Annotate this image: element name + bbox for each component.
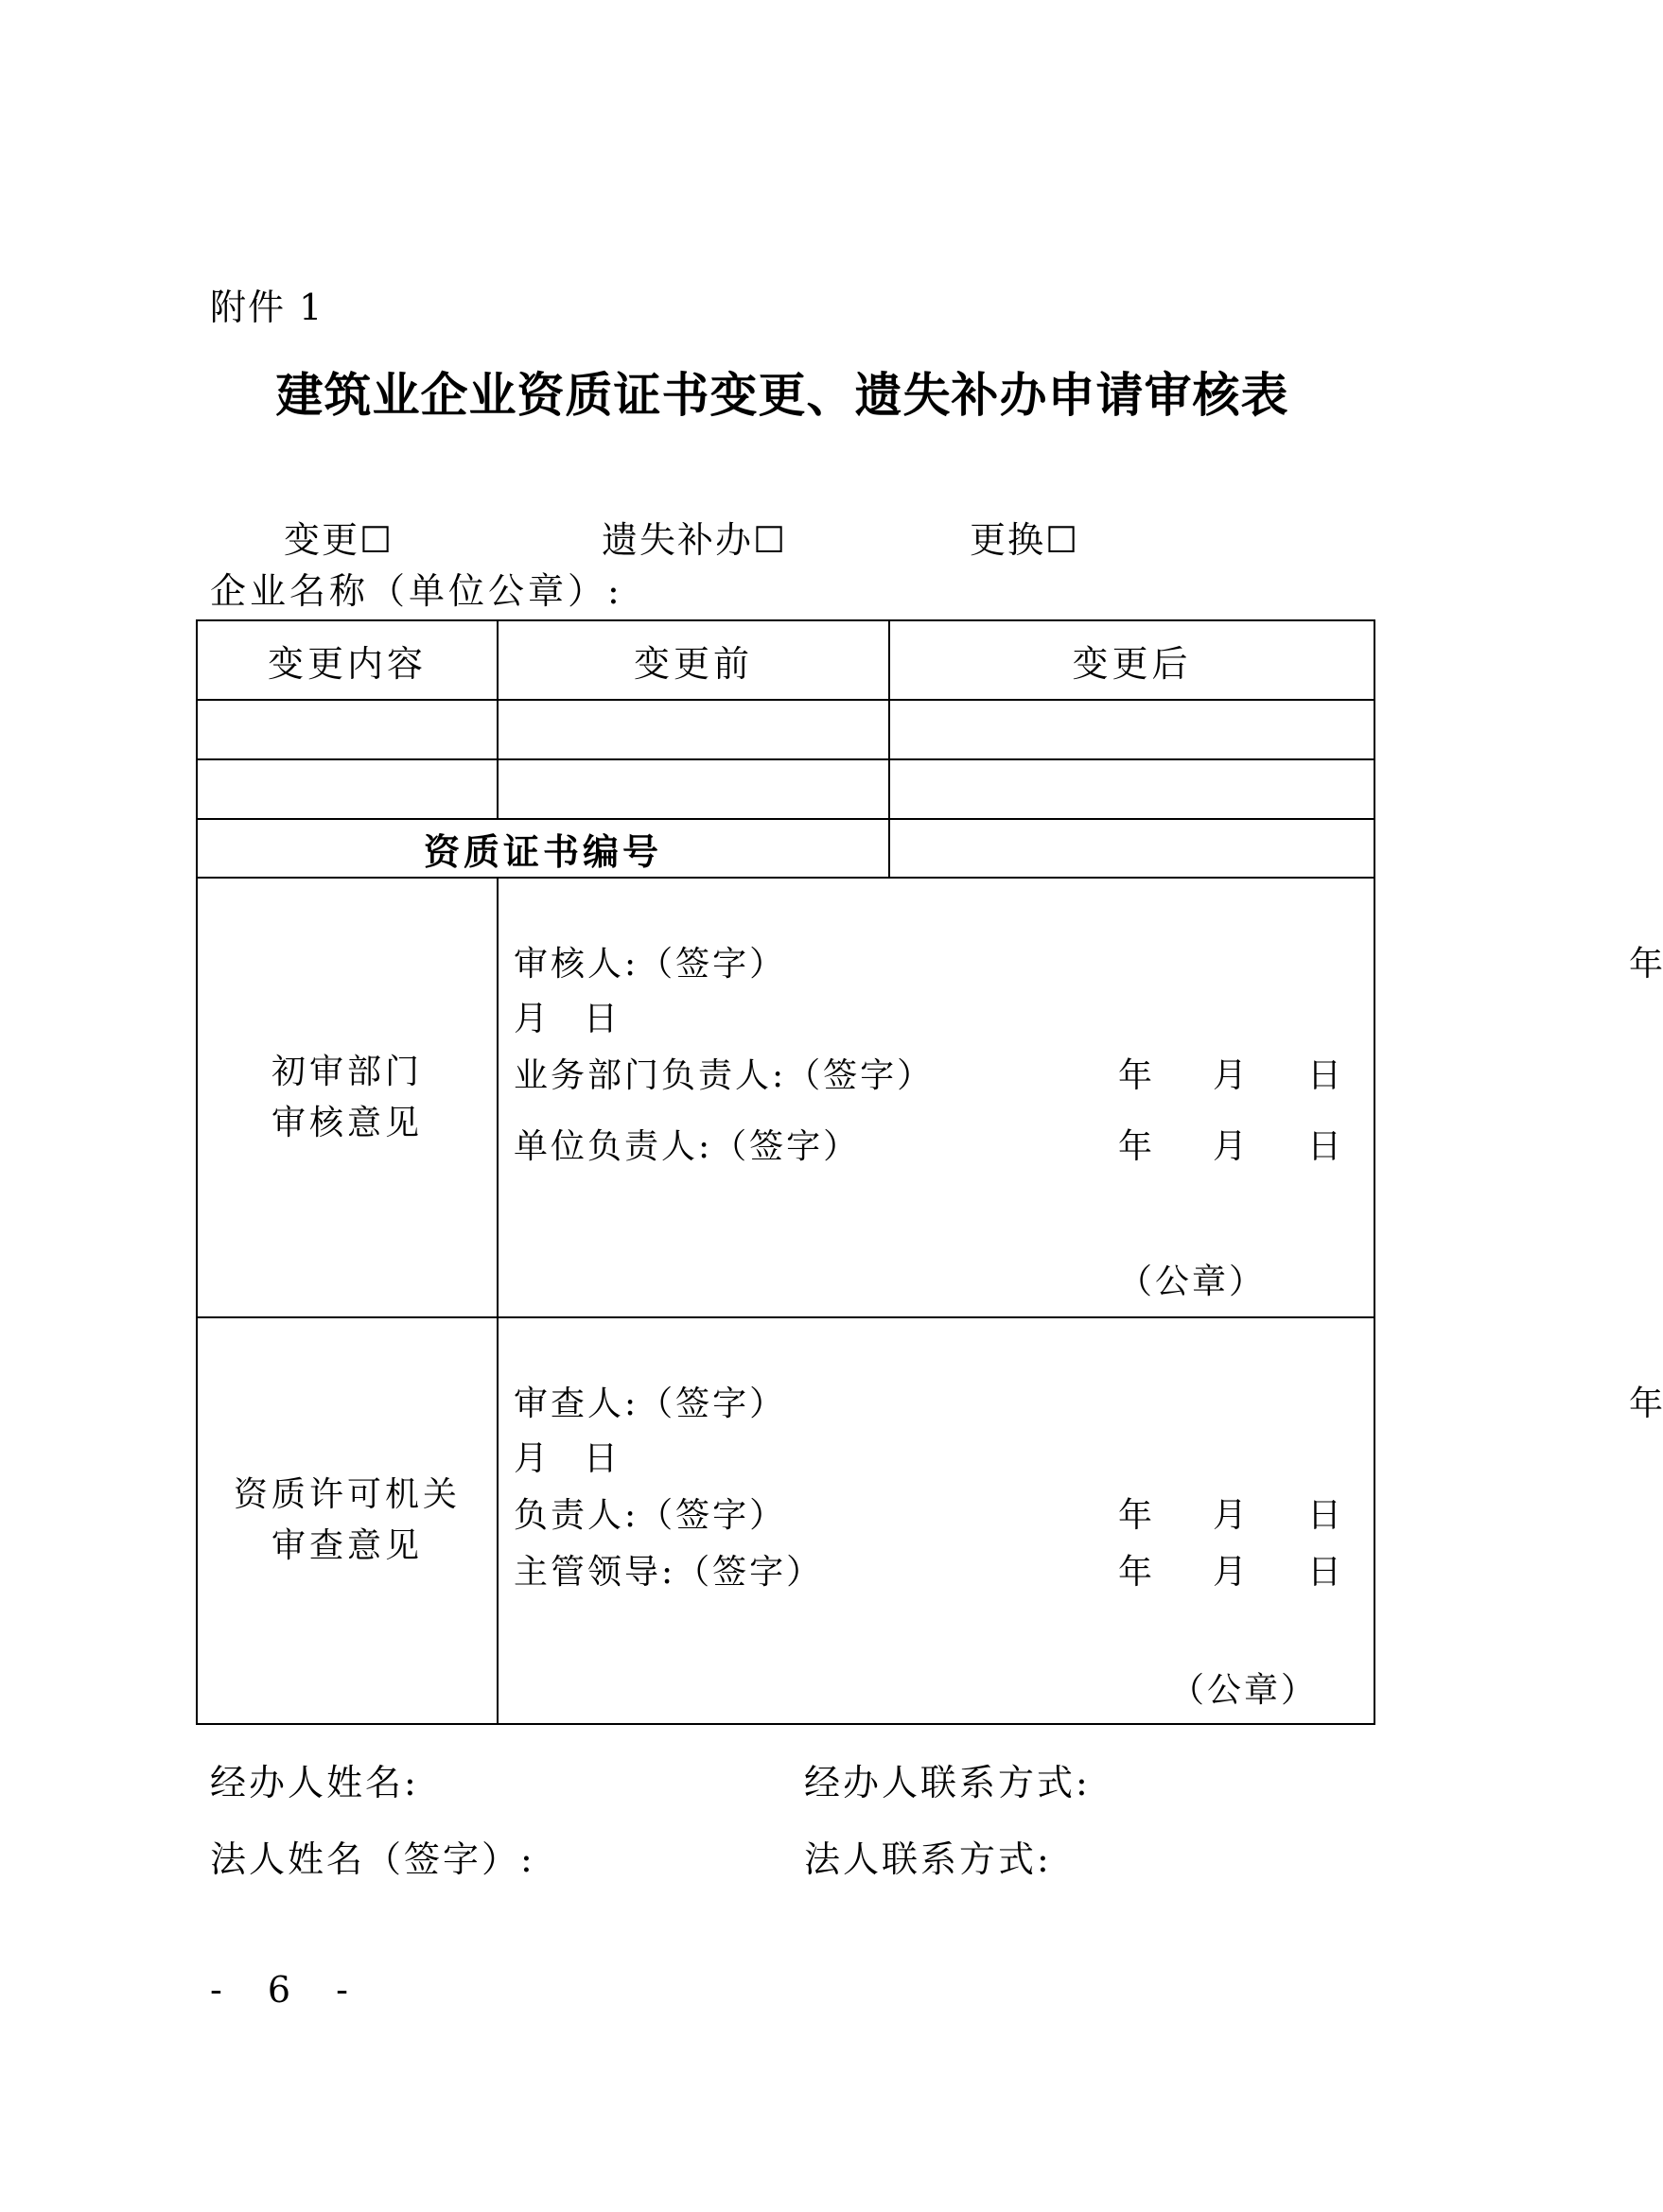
header-before-change: 变更前 xyxy=(498,620,889,700)
table-row xyxy=(197,700,1374,759)
date-day: 日 xyxy=(1307,1056,1342,1095)
date-year: 年 xyxy=(1118,1127,1153,1166)
date-day: 日 xyxy=(1307,1553,1342,1592)
option-change-checkbox[interactable]: 变更☐ xyxy=(284,519,394,561)
change-content-cell[interactable] xyxy=(197,700,498,759)
license-authority-content[interactable] xyxy=(498,1317,1663,1724)
initial-review-content[interactable] xyxy=(498,878,1663,1317)
date-day: 日 xyxy=(584,1000,619,1038)
handler-name-label: 经办人姓名: xyxy=(210,1762,419,1803)
responsible-signature-label: 负责人:（签字） xyxy=(514,1496,787,1535)
company-name-label: 企业名称（单位公章）: xyxy=(210,570,623,612)
examiner-signature-label: 审查人:（签字） xyxy=(514,1385,787,1423)
initial-review-row xyxy=(197,878,1374,1317)
table-row xyxy=(197,759,1374,819)
attachment-label: 附件 1 xyxy=(210,287,324,328)
license-authority-label-line1: 资质许可机关 xyxy=(233,1475,461,1514)
option-replace-checkbox[interactable]: 更换☐ xyxy=(970,519,1080,561)
legal-contact-label: 法人联系方式: xyxy=(804,1838,1052,1880)
date-month: 月 xyxy=(1213,1553,1248,1592)
date-year: 年 xyxy=(1629,1385,1663,1423)
form-title: 建筑业企业资质证书变更、遗失补办申请审核表 xyxy=(275,367,1289,423)
date-year: 年 xyxy=(1629,945,1663,984)
date-year: 年 xyxy=(1118,1056,1153,1095)
official-seal-label: （公章） xyxy=(1170,1671,1319,1710)
option-lost-reissue-checkbox[interactable]: 遗失补办☐ xyxy=(602,519,788,561)
date-month: 月 xyxy=(1213,1056,1248,1095)
certificate-number-row xyxy=(197,819,1374,878)
before-change-cell[interactable] xyxy=(498,759,889,819)
header-change-content: 变更内容 xyxy=(197,620,498,700)
license-authority-label-line2: 审查意见 xyxy=(271,1526,423,1565)
date-month: 月 xyxy=(514,1439,549,1478)
unit-head-signature-label: 单位负责人:（签字） xyxy=(514,1127,861,1166)
date-year: 年 xyxy=(1118,1496,1153,1535)
application-table xyxy=(196,619,1663,1725)
after-change-cell[interactable] xyxy=(889,759,1374,819)
initial-review-label-line2: 审核意见 xyxy=(271,1103,423,1142)
legal-name-label: 法人姓名（签字）: xyxy=(210,1838,535,1880)
certificate-number-label: 资质证书编号 xyxy=(197,819,889,878)
date-day: 日 xyxy=(584,1439,619,1478)
table-header-row xyxy=(197,620,1374,700)
initial-review-label xyxy=(197,878,498,1317)
leader-signature-label: 主管领导:（签字） xyxy=(514,1553,824,1592)
after-change-cell[interactable] xyxy=(889,700,1374,759)
before-change-cell[interactable] xyxy=(498,700,889,759)
date-month: 月 xyxy=(514,1000,549,1038)
page-number: - 6 - xyxy=(210,1969,366,2011)
change-content-cell[interactable] xyxy=(197,759,498,819)
date-month: 月 xyxy=(1213,1496,1248,1535)
license-authority-review-row xyxy=(197,1317,1374,1724)
dept-head-signature-label: 业务部门负责人:（签字） xyxy=(514,1056,935,1095)
license-authority-label xyxy=(197,1317,498,1724)
date-month: 月 xyxy=(1213,1127,1248,1166)
date-year: 年 xyxy=(1118,1553,1153,1592)
header-after-change: 变更后 xyxy=(889,620,1374,700)
certificate-number-cell[interactable] xyxy=(889,819,1374,878)
date-day: 日 xyxy=(1307,1127,1342,1166)
reviewer-signature-label: 审核人:（签字） xyxy=(514,945,787,984)
date-day: 日 xyxy=(1307,1496,1342,1535)
official-seal-label: （公章） xyxy=(1118,1263,1267,1301)
handler-contact-label: 经办人联系方式: xyxy=(804,1762,1091,1803)
initial-review-label-line1: 初审部门 xyxy=(271,1052,423,1091)
